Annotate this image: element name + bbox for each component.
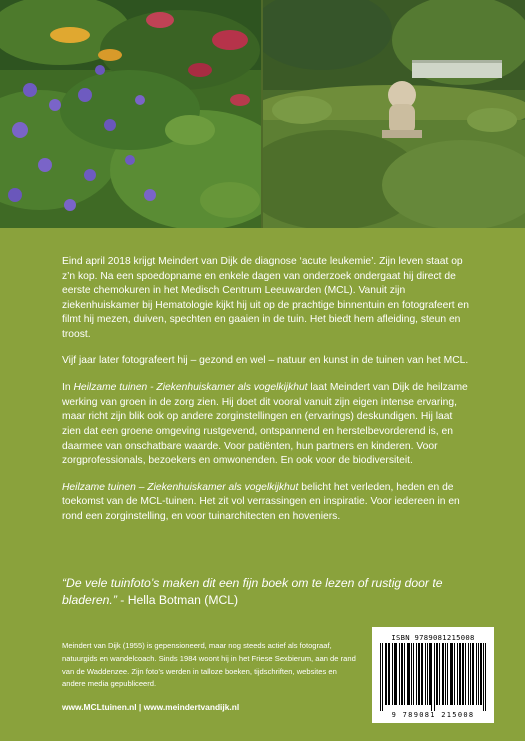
blurb-paragraph-4 bbox=[62, 481, 472, 525]
blurb-p4-rest: belicht het verleden, heden en de toekomst van de MCL-tuinen. Het zit vol verrassingen en inspiratie. Voor iedereen in en rond een zorginstelling, en voor tuinarchitecten en hoveniers. bbox=[62, 481, 460, 522]
isbn-digits: 9 789081 215008 bbox=[391, 711, 475, 719]
blurb-paragraph-2: Vijf jaar later fotografeert hij – gezond en wel – natuur en kunst in de tuinen van het MCL. bbox=[62, 354, 469, 366]
blurb-p3-intro: In bbox=[62, 382, 74, 394]
photo-divider bbox=[261, 0, 263, 228]
back-cover-blurb bbox=[62, 255, 472, 536]
quote-attribution: - Hella Botman (MCL) bbox=[116, 592, 239, 607]
review-quote bbox=[62, 575, 472, 608]
author-bio: Meindert van Dijk (1955) is gepensioneerd, maar nog steeds actief als fotograaf, natuurgids en wandelcoach. Sinds 1984 woont hij in het Friese Sexbierum, aan de rand van de Waddenzee. Zijn foto’s werden in talloze boeken, tijdschriften, websites en andere media gepubliceerd. bbox=[62, 641, 356, 689]
isbn-barcode bbox=[372, 627, 494, 723]
quote-text: “De vele tuinfoto’s maken dit een fijn boek om te lezen of rustig door te bladeren.” bbox=[62, 576, 443, 607]
website-links: www.MCLtuinen.nl | www.meindertvandijk.nl bbox=[62, 702, 240, 712]
sculpture-garden-photo bbox=[262, 0, 525, 228]
isbn-label: ISBN 9789081215008 bbox=[391, 633, 475, 642]
flower-garden-photo bbox=[0, 0, 262, 228]
barcode-bars bbox=[380, 643, 486, 711]
blurb-p3-rest: laat Meindert van Dijk de heilzame werking van groen in de zorg zien. Hij doet dit vooral vanuit zijn eigen intense ervaring, maar richt zijn blik ook op andere zorginstellingen en (ervarings) deskundigen. Hij laat zien dat een groene omgeving rustgevend, ontspannend en herstelbevorderend is, en daarmee van onschatbare waarde. Voor patiënten, hun partners en kinderen. Voor zorgprofessionals, bezoekers en omwonenden. En ook voor de biodiversiteit. bbox=[62, 382, 468, 467]
blurb-paragraph-3 bbox=[62, 381, 472, 469]
blurb-paragraph-1: Eind april 2018 krijgt Meindert van Dijk de diagnose ‘acute leukemie’. Zijn leven staat op z’n kop. Na een spoedopname en enkele dagen van onderzoek ondergaat hij direct de eerste chemokuren in het Medisch Centrum Leeuwarden (MCL). Vanuit zijn ziekenhuiskamer bij Hematologie kijkt hij uit op de prachtige binnentuin en fotografeert en filmt hij mezen, duiven, spechten en gaaien in de tuin. Het biedt hem afleiding, steun en troost. bbox=[62, 256, 469, 340]
cover-photos bbox=[0, 0, 525, 228]
book-title-italic: Heilzame tuinen - Ziekenhuiskamer als vogelkijkhut bbox=[73, 382, 308, 394]
book-title-italic-2: Heilzame tuinen – Ziekenhuiskamer als vogelkijkhut bbox=[62, 481, 299, 493]
